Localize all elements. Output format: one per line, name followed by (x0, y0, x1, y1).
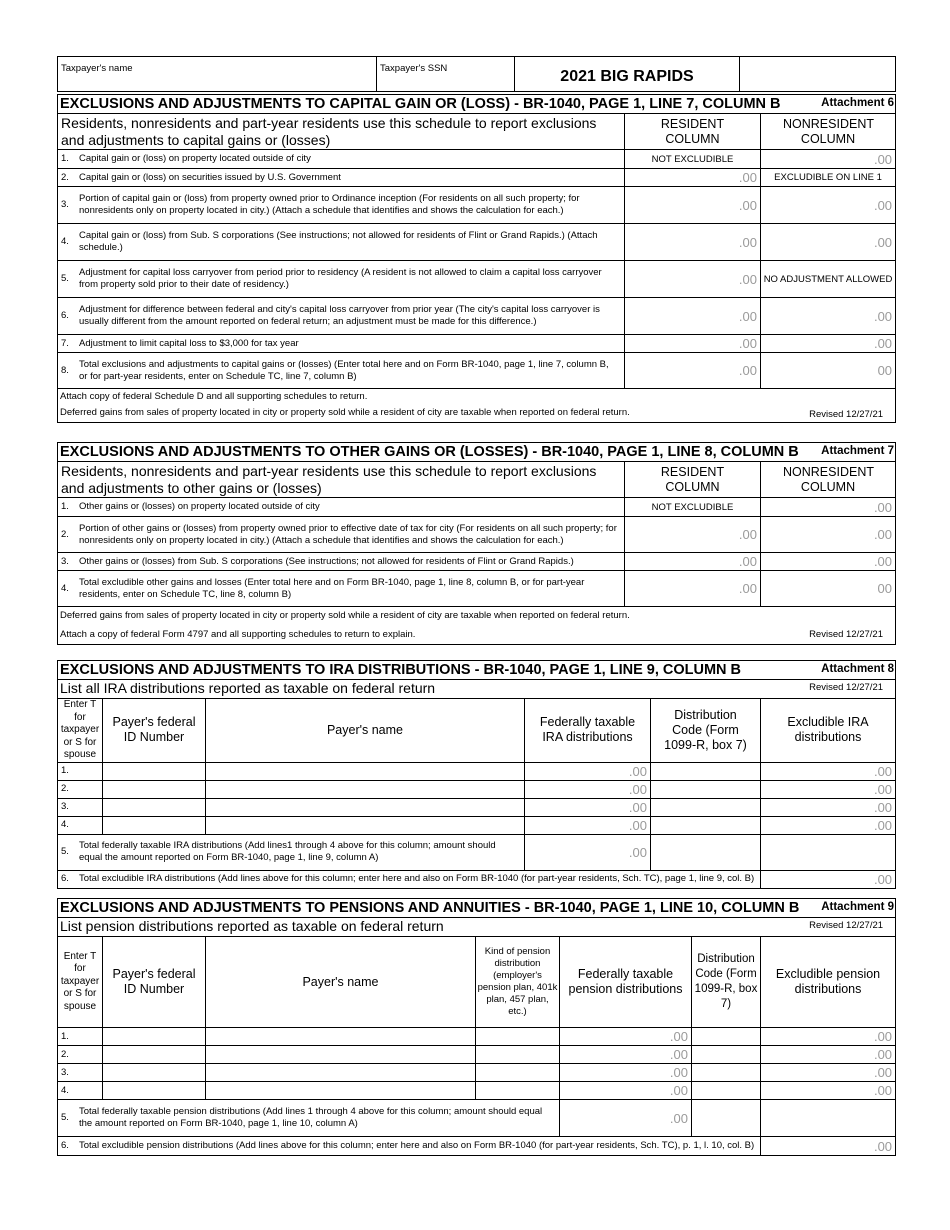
row-number[interactable]: 4. (58, 1082, 103, 1100)
attachment-8-line-5-taxable[interactable]: .00 (525, 834, 651, 870)
attachment-9-label: Attachment 9 (821, 901, 895, 913)
attachment-9-line-6-excludible[interactable]: .00 (761, 1137, 896, 1156)
line-text: Adjustment to limit capital loss to $3,000 for tax year (79, 337, 299, 349)
line-text: Capital gain or (loss) from Sub. S corporations (See instructions; not allowed for residents of Flint or Grand Rapids.) (Attach schedule.) (79, 230, 598, 253)
line-number: 6. (61, 1140, 69, 1151)
line-text: Portion of other gains or (losses) from property owned prior to effective date of tax for city (For residents on all such property; for nonresidents only on property located in city.) (Attach a schedule that identifies and shows the calculation for each.) (79, 522, 617, 546)
attachment-6-line-1 (58, 150, 625, 169)
line-text: Total federally taxable IRA distributions (Add lines1 through 4 above for this column; amount should equal the amount reported on Form BR-1040, page 1, line 9, column A) (79, 840, 496, 863)
attachment-6-line-3 (58, 187, 625, 224)
attachment-6-line-3-resident[interactable]: .00 (625, 187, 761, 224)
taxpayer-ssn-label: Taxpayer's SSN (380, 63, 448, 74)
federal-id-cell[interactable] (103, 1028, 206, 1046)
line-text: Other gains or (losses) from Sub. S corporations (See instructions; not allowed for residents of Flint or Grand Rapids.) (79, 555, 574, 567)
attachment-6-line-7-resident[interactable]: .00 (625, 335, 761, 353)
attachment-8-intro-bar (58, 680, 896, 699)
line-number: 5. (61, 1112, 69, 1123)
attachment-7-note-2-row (60, 629, 893, 641)
attachment-7-revised: Revised 12/27/21 (809, 629, 884, 640)
code-cell[interactable] (692, 1028, 761, 1046)
attachment-8-intro: List all IRA distributions reported as taxable on federal return (60, 680, 436, 696)
attachment-6-resident-header: RESIDENT COLUMN (625, 114, 761, 150)
row-number[interactable]: 1. (58, 1028, 103, 1046)
attachment-6-line-4-nonresident[interactable]: .00 (761, 224, 896, 261)
federal-id-cell[interactable] (103, 762, 206, 780)
table-row (58, 798, 896, 816)
table-row (58, 1082, 896, 1100)
kind-cell[interactable] (476, 1046, 560, 1064)
table-row (58, 816, 896, 834)
attachment-7-line-4-resident[interactable]: .00 (625, 571, 761, 607)
taxable-cell[interactable]: .00 (560, 1082, 692, 1100)
taxable-cell[interactable]: .00 (560, 1064, 692, 1082)
attachment-6-title-bar (58, 95, 896, 114)
attachment-8-line-5-code (651, 834, 761, 870)
attachment-9-col-kind: Kind of pension distribution (employer's pension plan, 401k plan, 457 plan, etc.) (476, 937, 560, 1028)
attachment-7-line-1-nonresident[interactable]: .00 (761, 498, 896, 517)
federal-id-cell[interactable] (103, 780, 206, 798)
line-number: 5. (61, 273, 69, 284)
attachment-7-footer (58, 607, 896, 645)
attachment-8-table (57, 660, 896, 889)
kind-cell[interactable] (476, 1082, 560, 1100)
taxpayer-name-label: Taxpayer's name (61, 63, 133, 74)
attachment-8-line-5 (58, 834, 525, 870)
attachment-6-line-7-nonresident[interactable]: .00 (761, 335, 896, 353)
taxpayer-ssn-field[interactable] (377, 57, 515, 92)
excludible-cell[interactable]: .00 (761, 1028, 896, 1046)
attachment-8-label: Attachment 8 (821, 663, 895, 675)
excludible-cell[interactable]: .00 (761, 1082, 896, 1100)
attachment-9-intro: List pension distributions reported as taxable on federal return (60, 918, 444, 934)
line-number: 7. (61, 337, 69, 349)
attachment-6-label: Attachment 6 (821, 97, 895, 109)
excludible-cell[interactable]: .00 (761, 816, 896, 834)
attachment-7-title-bar (58, 443, 896, 462)
federal-id-cell[interactable] (103, 1082, 206, 1100)
line-number: 8. (61, 364, 69, 376)
code-cell[interactable] (692, 1082, 761, 1100)
attachment-6-title: EXCLUSIONS AND ADJUSTMENTS TO CAPITAL GAIN OR (LOSS) - BR-1040, PAGE 1, LINE 7, COLUMN B (60, 96, 781, 112)
line-text: Total federally taxable pension distributions (Add lines 1 through 4 above for this column; amount should equal the amount reported on Form BR-1040, page 1, line 10, column A) (79, 1106, 543, 1129)
attachment-8-line-6 (58, 870, 761, 888)
attachment-7-line-4-nonresident[interactable]: 00 (761, 571, 896, 607)
payer-name-cell[interactable] (206, 762, 525, 780)
attachment-9-title: EXCLUSIONS AND ADJUSTMENTS TO PENSIONS AND ANNUITIES - BR-1040, PAGE 1, LINE 10, COLUMN B (60, 900, 800, 916)
attachment-6-line-8 (58, 353, 625, 389)
line-text: Total exclusions and adjustments to capital gains or (losses) (Enter total here and on Form BR-1040, page 1, line 7, column B, or for part-year residents, enter on Schedule TC, line 7, column B) (79, 358, 609, 382)
excludible-cell[interactable]: .00 (761, 1064, 896, 1082)
code-cell[interactable] (692, 1064, 761, 1082)
taxable-cell[interactable]: .00 (525, 798, 651, 816)
federal-id-cell[interactable] (103, 816, 206, 834)
attachment-9-col-federal-id: Payer's federal ID Number (103, 937, 206, 1028)
attachment-6-revised: Revised 12/27/21 (809, 408, 884, 420)
attachment-6-line-3-nonresident[interactable]: .00 (761, 187, 896, 224)
payer-name-cell[interactable] (206, 1064, 476, 1082)
attachment-7-line-2-resident[interactable]: .00 (625, 517, 761, 553)
attachment-9-col-payer-name: Payer's name (206, 937, 476, 1028)
attachment-7-line-1 (58, 498, 625, 517)
attachment-9-table (57, 898, 896, 1156)
attachment-7-table (57, 442, 896, 645)
line-text: Total excludible other gains and losses (Enter total here and on Form BR-1040, page 1, line 8, column B, or for part-year residents, enter on Schedule TC, line 8, column B) (79, 576, 585, 600)
attachment-9-title-bar (58, 899, 896, 918)
attachment-7-line-3-nonresident[interactable]: .00 (761, 553, 896, 571)
attachment-7-line-2 (58, 517, 625, 553)
taxable-cell[interactable]: .00 (525, 816, 651, 834)
row-number[interactable]: 2. (58, 780, 103, 798)
federal-id-cell[interactable] (103, 1064, 206, 1082)
kind-cell[interactable] (476, 1028, 560, 1046)
attachment-6-line-6-nonresident[interactable]: .00 (761, 298, 896, 335)
line-text: Other gains or (losses) on property located outside of city (79, 501, 320, 512)
line-number: 3. (61, 555, 69, 567)
attachment-8-title: EXCLUSIONS AND ADJUSTMENTS TO IRA DISTRIBUTIONS - BR-1040, PAGE 1, LINE 9, COLUMN B (60, 662, 742, 678)
line-number: 3. (61, 199, 69, 210)
attachment-7-note-1: Deferred gains from sales of property located in city or property sold while a resident of city are taxable when reported on federal return. (60, 610, 630, 621)
attachment-6-line-8-nonresident[interactable]: 00 (761, 353, 896, 389)
attachment-9-line-5-code (692, 1100, 761, 1137)
attachment-7-line-4 (58, 571, 625, 607)
attachment-7-label: Attachment 7 (821, 445, 895, 457)
attachment-6-footer (58, 389, 896, 423)
line-text: Capital gain or (loss) on property located outside of city (79, 153, 311, 164)
line-number: 1. (61, 153, 69, 164)
attachment-6-table (57, 94, 896, 423)
attachment-6-note-2: Deferred gains from sales of property located in city or property sold while a resident of city are taxable when reported on federal return. (60, 406, 630, 418)
federal-id-cell[interactable] (103, 1046, 206, 1064)
attachment-6-line-8-resident[interactable]: .00 (625, 353, 761, 389)
line-number: 5. (61, 846, 69, 857)
attachment-9-line-5-excludible (761, 1100, 896, 1137)
attachment-6-line-7 (58, 335, 625, 353)
payer-name-cell[interactable] (206, 816, 525, 834)
attachment-9-col-taxable: Federally taxable pension distributions (560, 937, 692, 1028)
line-number: 1. (61, 501, 69, 512)
line-number: 2. (61, 171, 69, 183)
attachment-7-line-2-nonresident[interactable]: .00 (761, 517, 896, 553)
attachment-7-line-1-resident: NOT EXCLUDIBLE (625, 498, 761, 517)
form-title: 2021 BIG RAPIDS (515, 57, 740, 92)
attachment-8-title-bar (58, 661, 896, 680)
header-blank-box[interactable] (740, 57, 896, 92)
taxable-cell[interactable]: .00 (560, 1028, 692, 1046)
kind-cell[interactable] (476, 1064, 560, 1082)
attachment-8-col-code: Distribution Code (Form 1099-R, box 7) (651, 699, 761, 763)
line-text: Portion of capital gain or (loss) from property owned prior to Ordinance inception (For residents on all such property; for nonresidents only on property located in city.) (Attach a schedule that identifies and shows the calculation for each.) (79, 193, 580, 216)
line-number: 4. (61, 236, 69, 247)
code-cell[interactable] (651, 816, 761, 834)
attachment-6-line-6-resident[interactable]: .00 (625, 298, 761, 335)
excludible-cell[interactable]: .00 (761, 798, 896, 816)
attachment-8-revised: Revised 12/27/21 (809, 682, 884, 693)
attachment-6-line-1-resident: NOT EXCLUDIBLE (625, 150, 761, 169)
code-cell[interactable] (651, 762, 761, 780)
attachment-6-note-1: Attach copy of federal Schedule D and all supporting schedules to return. (60, 390, 368, 402)
attachment-7-note-2: Attach a copy of federal Form 4797 and all supporting schedules to return to explain. (60, 629, 416, 640)
attachment-8-col-taxable: Federally taxable IRA distributions (525, 699, 651, 763)
attachment-7-line-3-resident[interactable]: .00 (625, 553, 761, 571)
taxable-cell[interactable]: .00 (560, 1046, 692, 1064)
taxable-cell[interactable]: .00 (525, 780, 651, 798)
row-number[interactable]: 3. (58, 1064, 103, 1082)
attachment-6-note-2-row (60, 407, 893, 419)
attachment-6-line-2-nonresident: EXCLUDIBLE ON LINE 1 (761, 169, 896, 187)
table-row (58, 780, 896, 798)
attachment-6-line-6 (58, 298, 625, 335)
taxpayer-name-field[interactable] (58, 57, 377, 92)
attachment-9-intro-bar (58, 918, 896, 937)
federal-id-cell[interactable] (103, 798, 206, 816)
attachment-6-line-2 (58, 169, 625, 187)
line-text: Total excludible pension distributions (Add lines above for this column; enter here and also on Form BR-1040 (for part-year residents, Sch. TC), p. 1, l. 10, col. B) (79, 1140, 755, 1151)
table-row (58, 1064, 896, 1082)
row-number[interactable]: 1. (58, 762, 103, 780)
attachment-8-col-taxpayer-spouse: Enter T for taxpayer or S for spouse (58, 699, 103, 763)
taxpayer-header (57, 56, 896, 92)
attachment-9-col-excludible: Excludible pension distributions (761, 937, 896, 1028)
payer-name-cell[interactable] (206, 798, 525, 816)
line-number: 2. (61, 528, 69, 540)
line-text: Total excludible IRA distributions (Add lines above for this column; enter here and also on Form BR-1040 (for part-year residents, Sch. TC), page 1, line 9, col. B) (79, 873, 755, 884)
attachment-9-col-taxpayer-spouse: Enter T for taxpayer or S for spouse (58, 937, 103, 1028)
attachment-7-title: EXCLUSIONS AND ADJUSTMENTS TO OTHER GAINS OR (LOSSES) - BR-1040, PAGE 1, LINE 8, COLUMN B (60, 444, 799, 460)
attachment-7-intro: Residents, nonresidents and part-year residents use this schedule to report exclusions and adjustments to other gains or (losses) (58, 462, 625, 498)
excludible-cell[interactable]: .00 (761, 780, 896, 798)
attachment-9-revised: Revised 12/27/21 (809, 920, 884, 931)
payer-name-cell[interactable] (206, 1028, 476, 1046)
row-number[interactable]: 2. (58, 1046, 103, 1064)
taxable-cell[interactable]: .00 (525, 762, 651, 780)
attachment-9-line-5-taxable[interactable]: .00 (560, 1100, 692, 1137)
attachment-9-line-5 (58, 1100, 560, 1137)
payer-name-cell[interactable] (206, 1046, 476, 1064)
attachment-6-line-5 (58, 261, 625, 298)
attachment-8-line-5-excludible (761, 834, 896, 870)
attachment-8-col-payer-name: Payer's name (206, 699, 525, 763)
line-number: 6. (61, 873, 69, 884)
table-row (58, 762, 896, 780)
payer-name-cell[interactable] (206, 1082, 476, 1100)
attachment-6-intro: Residents, nonresidents and part-year residents use this schedule to report exclusions and adjustments to capital gains or (losses) (58, 114, 625, 150)
code-cell[interactable] (651, 798, 761, 816)
attachment-7-resident-header: RESIDENT COLUMN (625, 462, 761, 498)
attachment-7-line-3 (58, 553, 625, 571)
excludible-cell[interactable]: .00 (761, 1046, 896, 1064)
row-number[interactable]: 3. (58, 798, 103, 816)
attachment-6-line-5-nonresident: NO ADJUSTMENT ALLOWED (761, 261, 896, 298)
attachment-9-col-code: Distribution Code (Form 1099-R, box 7) (692, 937, 761, 1028)
table-row (58, 1046, 896, 1064)
line-number: 6. (61, 310, 69, 321)
attachment-6-line-4 (58, 224, 625, 261)
line-text: Adjustment for difference between federal and city's capital loss carryover from prior year (The city's capital loss carryover is usually different from the amount reported on federal return; an adjustment must be made for this difference.) (79, 304, 600, 327)
attachment-8-col-federal-id: Payer's federal ID Number (103, 699, 206, 763)
table-row (58, 1028, 896, 1046)
code-cell[interactable] (651, 780, 761, 798)
attachment-7-nonresident-header: NONRESIDENT COLUMN (761, 462, 896, 498)
line-text: Adjustment for capital loss carryover from period prior to residency (A resident is not allowed to claim a capital loss carryover from property sold prior to their date of residency.) (79, 267, 602, 290)
attachment-8-line-6-excludible[interactable]: .00 (761, 870, 896, 888)
attachment-8-col-excludible: Excludible IRA distributions (761, 699, 896, 763)
excludible-cell[interactable]: .00 (761, 762, 896, 780)
attachment-6-line-1-nonresident[interactable]: .00 (761, 150, 896, 169)
attachment-6-line-2-resident[interactable]: .00 (625, 169, 761, 187)
line-number: 4. (61, 582, 69, 594)
row-number[interactable]: 4. (58, 816, 103, 834)
line-text: Capital gain or (loss) on securities issued by U.S. Government (79, 171, 341, 183)
code-cell[interactable] (692, 1046, 761, 1064)
payer-name-cell[interactable] (206, 780, 525, 798)
attachment-6-line-5-resident[interactable]: .00 (625, 261, 761, 298)
attachment-9-line-6 (58, 1137, 761, 1156)
attachment-6-nonresident-header: NONRESIDENT COLUMN (761, 114, 896, 150)
attachment-6-line-4-resident[interactable]: .00 (625, 224, 761, 261)
